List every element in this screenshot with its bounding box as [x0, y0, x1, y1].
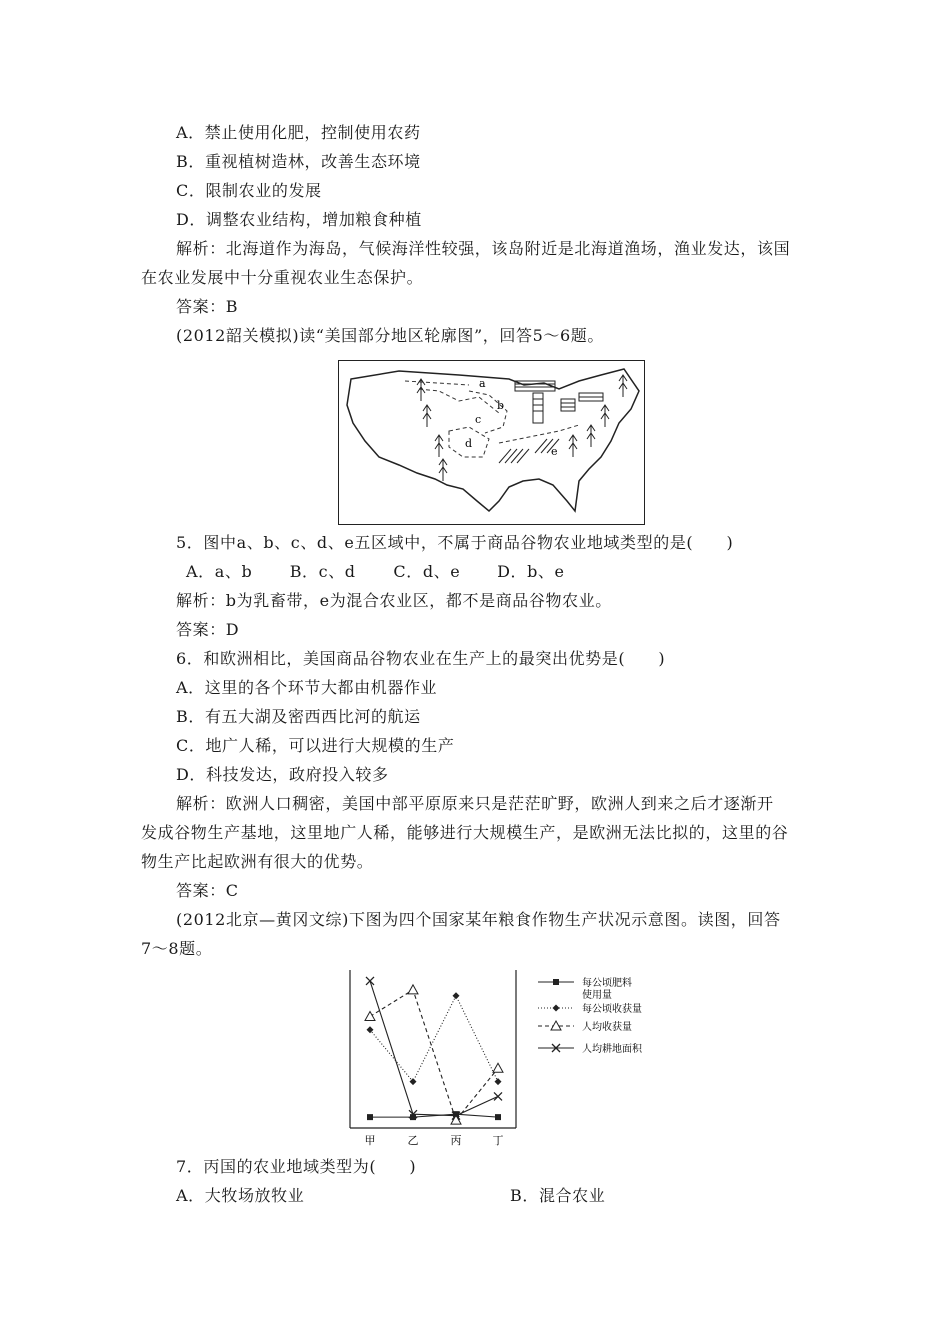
q6-choice-a: A．这里的各个环节大都由机器作业 [176, 678, 438, 697]
series-1-point-3 [495, 1078, 502, 1085]
x-tick-label-0: 甲 [364, 1134, 376, 1147]
q6-analysis-line-3: 物生产比起欧洲有很大的优势。 [141, 852, 374, 871]
q7-stem: 7．丙国的农业地域类型为( ) [176, 1157, 417, 1176]
q5-choice-c: C．d、e [393, 562, 461, 581]
series-0-point-3 [495, 1114, 501, 1120]
legend-label-2-0: 人均收获量 [582, 1022, 632, 1033]
series-3-point-3 [494, 1092, 502, 1100]
region-label-c: c [475, 413, 482, 426]
region-label-e: e [551, 445, 558, 458]
q5-choices [186, 561, 565, 583]
q7-choice-a: A．大牧场放牧业 [176, 1186, 305, 1205]
series-0-point-0 [367, 1114, 373, 1120]
q5-stem: 5．图中a、b、c、d、e五区域中，不属于商品谷物农业地域类型的是( ) [176, 533, 734, 552]
q5-analysis: 解析：b为乳畜带，e为混合农业区，都不是商品谷物农业。 [176, 591, 612, 610]
q4-choice-b: B．重视植树造林，改善生态环境 [176, 152, 421, 171]
q4-choice-a: A．禁止使用化肥，控制使用农药 [176, 123, 421, 142]
q7-8-intro-line-2: 7～8题。 [141, 939, 213, 958]
legend-marker-0 [553, 979, 559, 985]
legend-label-0-0: 每公顷肥料 [582, 978, 632, 989]
region-label-d: d [465, 437, 473, 450]
q6-answer: 答案：C [176, 881, 239, 900]
legend-marker-1 [553, 1005, 560, 1012]
series-2-point-3 [493, 1063, 503, 1072]
chart-svg [340, 968, 660, 1150]
usa-outline-drawing [339, 361, 644, 524]
q5-choice-d: D．b、e [497, 562, 565, 581]
q5-choice-b: B．c、d [289, 562, 356, 581]
region-label-b: b [497, 399, 505, 412]
series-2-point-1 [408, 985, 418, 994]
q6-choice-c: C．地广人稀，可以进行大规模的生产 [176, 736, 455, 755]
q6-analysis-line-1: 解析：欧洲人口稠密，美国中部平原原来只是茫茫旷野，欧洲人到来之后才逐渐开 [176, 794, 774, 813]
x-tick-label-2: 丙 [450, 1134, 462, 1147]
series-line-2 [370, 990, 498, 1120]
q4-analysis-line-2: 在农业发展中十分重视农业生态保护。 [141, 268, 424, 287]
legend-label-3-0: 人均耕地面积 [582, 1044, 642, 1055]
series-1-point-2 [453, 992, 460, 999]
usa-region-map [338, 360, 645, 525]
region-label-a: a [479, 377, 486, 390]
q4-answer: 答案：B [176, 297, 239, 316]
q4-analysis-line-1: 解析：北海道作为海岛，气候海洋性较强，该岛附近是北海道渔场，渔业发达，该国 [176, 239, 791, 258]
q6-analysis-line-2: 发成谷物生产基地，这里地广人稀，能够进行大规模生产，是欧洲无法比拟的，这里的谷 [141, 823, 789, 842]
series-line-3 [370, 981, 498, 1116]
legend-label-1-0: 每公顷收获量 [582, 1004, 642, 1015]
q5-answer: 答案：D [176, 620, 240, 639]
q6-stem: 6．和欧洲相比，美国商品谷物农业在生产上的最突出优势是( ) [176, 649, 666, 668]
q4-choice-d: D．调整农业结构，增加粮食种植 [176, 210, 422, 229]
grain-production-chart [340, 968, 660, 1150]
q5-6-intro: (2012韶关模拟)读“美国部分地区轮廓图”，回答5～6题。 [176, 326, 604, 345]
q5-choice-a: A．a、b [186, 562, 253, 581]
q6-choice-b: B．有五大湖及密西西比河的航运 [176, 707, 421, 726]
series-2-point-0 [365, 1011, 375, 1020]
x-tick-label-3: 丁 [492, 1134, 504, 1147]
legend-label-0-1: 使用量 [582, 990, 612, 1001]
q6-choice-d: D．科技发达，政府投入较多 [176, 765, 389, 784]
x-tick-label-1: 乙 [407, 1134, 419, 1147]
series-3-point-0 [366, 977, 374, 985]
q7-8-intro-line-1: (2012北京—黄冈文综)下图为四个国家某年粮食作物生产状况示意图。读图，回答 [176, 910, 781, 929]
q4-choice-c: C．限制农业的发展 [176, 181, 322, 200]
q7-choice-b: B．混合农业 [510, 1186, 606, 1205]
